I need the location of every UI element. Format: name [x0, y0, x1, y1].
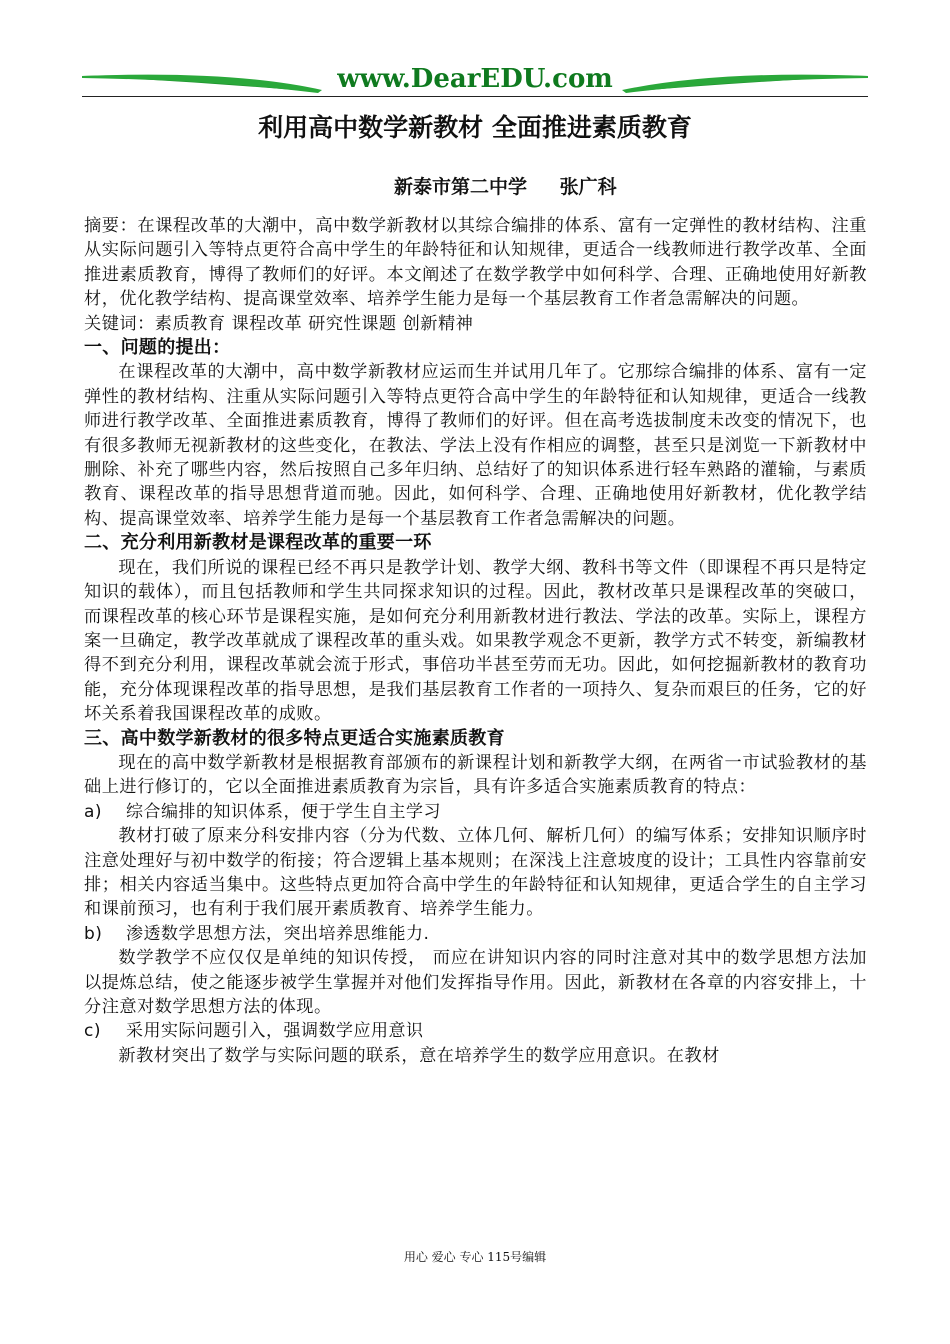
page-footer: 用心 爱心 专心 115号编辑 — [403, 1250, 547, 1264]
subsection-a-heading — [84, 800, 867, 824]
subsection-c-paragraph: 新教材突出了数学与实际问题的联系，意在培养学生的数学应用意识。在教材 — [118, 1045, 720, 1066]
keywords: 关键词：素质教育 课程改革 研究性课题 创新精神 — [84, 313, 474, 334]
subsection-b-title: 渗透数学思想方法，突出培养思维能力. — [126, 923, 430, 944]
list-marker: b) — [84, 923, 103, 944]
subsection-c-title: 采用实际问题引入，强调数学应用意识 — [126, 1021, 424, 1042]
abstract: 摘要：在课程改革的大潮中，高中数学新教材以其综合编排的体系、富有一定弹性的教材结构、注重从实际问题引入等特点更符合高中学生的年龄特征和认知规律，更适合一线教师进行教学改革、全面推进素质教育，博得了教师们的好评。本文阐述了在数学教学中如何科学、合理、正确地使用好新教材，优化教学结构、提高课堂效率、培养学生能力是每一个基层教育工作者急需解决的问题。 — [84, 216, 867, 310]
subsection-a-title: 综合编排的知识体系，便于学生自主学习 — [126, 801, 441, 822]
list-marker: c) — [84, 1021, 101, 1042]
list-marker: a) — [84, 801, 103, 822]
section-1-paragraph: 在课程改革的大潮中，高中数学新教材应运而生并试用几年了。它那综合编排的体系、富有一定弹性的教材结构、注重从实际问题引入等特点更符合高中学生的年龄特征和认知规律，更适合一线教师进行教学改革、全面推进素质教育，博得了教师们的好评。但在高考选拔制度未改变的情况下，也有很多教师无视新教材的这些变化，在教法、学法上没有作相应的调整，甚至只是浏览一下新教材中删除、补充了哪些内容，然后按照自己多年归纳、总结好了的知识体系进行轻车熟路的灌输，与素质教育、课程改革的指导思想背道而驰。因此，如何科学、合理、正确地使用好新教材，优化教学结构、提高课堂效率、培养学生能力是每一个基层教育工作者急需解决的问题。 — [84, 362, 867, 529]
author-line: 新泰市第二中学 张广科 — [394, 176, 617, 198]
document-body — [84, 214, 867, 1068]
section-2-heading: 二、充分利用新教材是课程改革的重要一环 — [84, 532, 432, 554]
subsection-a-paragraph: 教材打破了原来分科安排内容（分为代数、立体几何、解析几何）的编写体系；安排知识顺序时注意处理好与初中数学的衔接；符合逻辑上基本规则；在深浅上注意坡度的设计；工具性内容靠前安排；相关内容适当集中。这些特点更加符合高中学生的年龄特征和认知规律，更适合学生的自主学习和课前预习，也有利于我们展开素质教育、培养学生能力。 — [84, 826, 867, 920]
site-banner — [82, 62, 868, 100]
section-1-heading: 一、问题的提出： — [84, 337, 231, 359]
section-3-heading: 三、高中数学新教材的很多特点更适合实施素质教育 — [84, 727, 505, 749]
header-rule — [82, 96, 868, 97]
section-2-paragraph: 现在，我们所说的课程已经不再只是教学计划、教学大纲、教科书等文件（即课程不再只是特定知识的载体），而且包括教师和学生共同探求知识的过程。因此，教材改革只是课程改革的突破口，而课程改革的核心环节是课程实施，是如何充分利用新教材进行教法、学法的改革。实际上，课程方案一旦确定，教学改革就成了课程改革的重头戏。如果教学观念不更新，教学方式不转变，新编教材得不到充分利用，课程改革就会流于形式，事倍功半甚至劳而无功。因此，如何挖掘新教材的教育功能，充分体现课程改革的指导思想，是我们基层教育工作者的一项持久、复杂而艰巨的任务，它的好坏关系着我国课程改革的成败。 — [84, 557, 867, 725]
subsection-c-heading — [84, 1019, 867, 1043]
subsection-b-paragraph: 数学教学不应仅仅是单纯的知识传授， 而应在讲知识内容的同时注意对其中的数学思想方法加以提炼总结，使之能逐步被学生掌握并对他们发挥指导作用。因此，新教材在各章的内容安排上，十分注意对数学思想方法的体现。 — [84, 948, 867, 1017]
section-3-paragraph: 现在的高中数学新教材是根据教育部颁布的新课程计划和新教学大纲，在两省一市试验教材的基础上进行修订的，它以全面推进素质教育为宗旨，具有许多适合实施素质教育的特点： — [84, 752, 867, 798]
site-url[interactable]: www.DearEDU.com — [337, 64, 613, 94]
document-title: 利用高中数学新教材 全面推进素质教育 — [258, 113, 692, 142]
subsection-b-heading — [84, 922, 867, 946]
